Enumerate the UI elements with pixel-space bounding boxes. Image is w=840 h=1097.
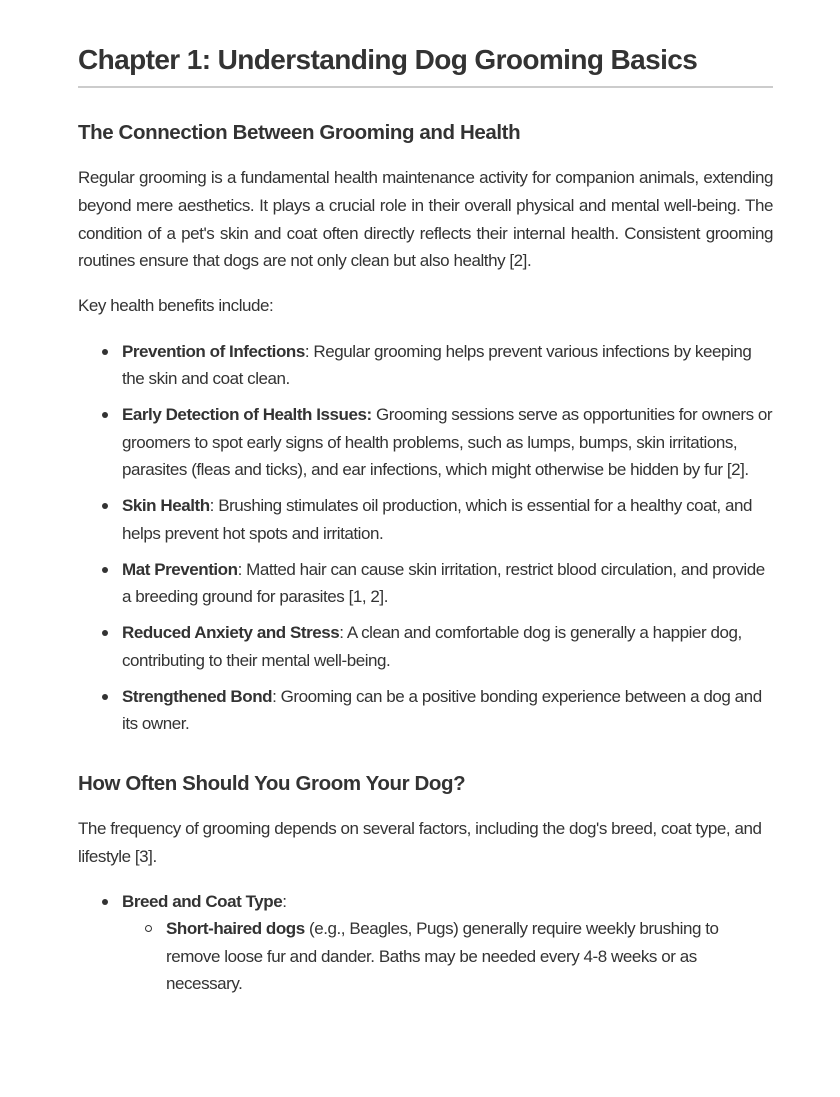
list-item: Strengthened Bond: Grooming can be a positive bonding experience between a dog and its owner. [78,683,773,738]
section-heading-grooming-frequency: How Often Should You Groom Your Dog? [78,771,466,795]
list-item: Reduced Anxiety and Stress: A clean and comfortable dog is generally a happier dog, contributing to their mental well-being. [78,619,773,674]
list-item-text: Regular grooming helps prevent various infections by keeping the skin and coat clean. [122,341,752,389]
section-heading-grooming-health: The Connection Between Grooming and Health [78,121,521,144]
nested-list [122,915,773,998]
list-item-term: Early Detection of Health Issues [122,405,367,425]
list-item: Breed and Coat Type: Short-haired dogs (e.g., Beagles, Pugs) generally require weekly brushing to remove loose fur and dander. Baths may be needed every 4-8 weeks or as necessary. [78,888,773,998]
chapter-title: Chapter 1: Understanding Dog Grooming Basics [78,0,773,88]
list-item-term: Breed and Coat Type [122,891,283,911]
list-item-text: (e.g., Beagles, Pugs) generally require weekly brushing to remove loose fur and dander. Baths may be needed every 4-8 weeks or as necessary. [166,919,719,994]
grooming-factors-list [78,888,773,998]
benefits-lead-text: Key health benefits include: [78,296,274,316]
list-item-term: Skin Health [122,496,210,516]
list-item: Early Detection of Health Issues: Grooming sessions serve as opportunities for owners or groomers to spot early signs of health problems, such as lumps, bumps, skin irritations, parasites (fleas and ticks), and ear infections, which might otherwise be hidden by fur [2]. [78,401,773,484]
list-item-term: Reduced Anxiety and Stress [122,623,340,643]
health-benefits-list [78,338,773,738]
list-item-text: Brushing stimulates oil production, which is essential for a healthy coat, and helps prevent hot spots and irritation. [122,496,752,543]
list-item-text: Matted hair can cause skin irritation, restrict blood circulation, and provide a breeding ground for parasites [1, 2]. [122,559,765,607]
list-item: Mat Prevention: Matted hair can cause skin irritation, restrict blood circulation, and provide a breeding ground for parasites [1, 2]. [78,556,773,611]
section-intro-paragraph: The frequency of grooming depends on several factors, including the dog's breed, coat type, and lifestyle [3]. [78,818,762,866]
list-item-term: Prevention of Infections [122,341,305,361]
list-item-term: Short-haired dogs [166,919,305,939]
list-item: Skin Health: Brushing stimulates oil production, which is essential for a healthy coat, and helps prevent hot spots and irritation. [78,492,773,547]
list-item-text: Grooming sessions serve as opportunities for owners or groomers to spot early signs of health problems, such as lumps, bumps, skin irritations, parasites (fleas and ticks), and ear infections, which might otherwise be hidden by fur [2]. [122,405,773,480]
list-item-term: Strengthened Bond [122,686,273,706]
list-item-term: Mat Prevention [122,559,238,579]
list-item-text: A clean and comfortable dog is generally a happier dog, contributing to their mental well-being. [122,623,742,670]
section-intro-paragraph: Regular grooming is a fundamental health maintenance activity for companion animals, extending beyond mere aesthetics. It plays a crucial role in their overall physical and mental well-being. The condition of a pet's skin and coat often directly reflects their internal health. Consistent grooming routines ensure that dogs are not only clean but also healthy [2]. [78,168,773,271]
list-item: Prevention of Infections: Regular grooming helps prevent various infections by keeping the skin and coat clean. [78,338,773,393]
nested-list-item [79,915,774,998]
list-item-text: Grooming can be a positive bonding experience between a dog and its owner. [122,686,762,734]
